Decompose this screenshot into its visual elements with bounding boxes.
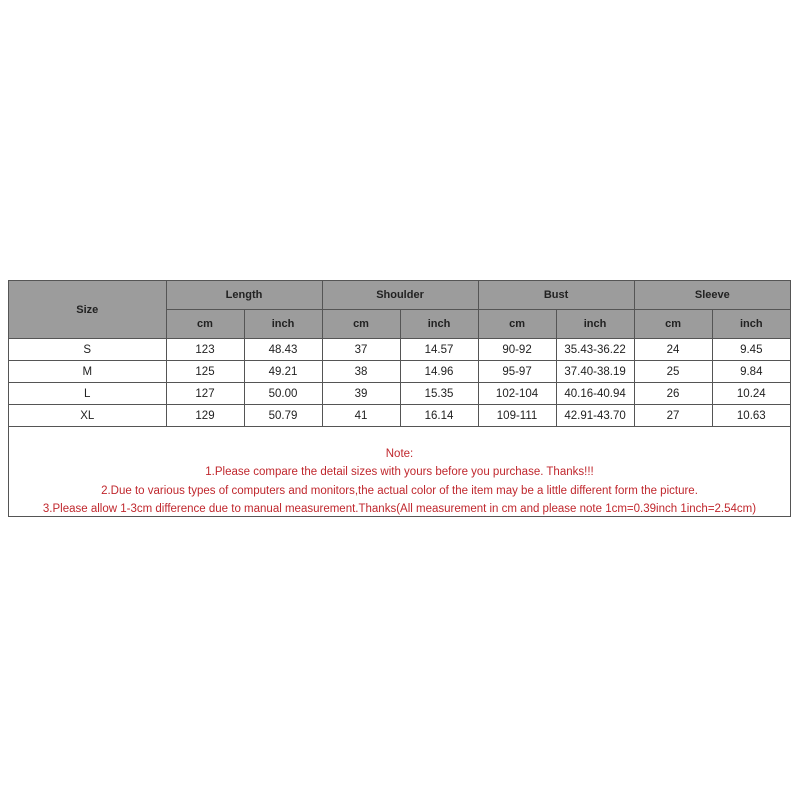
table-cell: 38	[322, 361, 400, 383]
table-cell: 48.43	[244, 339, 322, 361]
table-row	[9, 339, 790, 361]
table-cell: 40.16-40.94	[556, 383, 634, 405]
unit-header: inch	[400, 310, 478, 339]
size-label-cell: XL	[9, 405, 166, 427]
unit-header: cm	[166, 310, 244, 339]
table-cell: 9.45	[712, 339, 790, 361]
note-line: 2.Due to various types of computers and monitors,the actual color of the item may be a little different form the picture.	[101, 484, 698, 497]
notes-title: Note:	[385, 448, 414, 460]
table-cell: 26	[634, 383, 712, 405]
table-cell: 41	[322, 405, 400, 427]
table-cell: 39	[322, 383, 400, 405]
table-cell: 102-104	[478, 383, 556, 405]
table-cell: 37	[322, 339, 400, 361]
size-label-cell: M	[9, 361, 166, 383]
unit-header: inch	[244, 310, 322, 339]
header-row-groups	[9, 281, 790, 310]
table-cell: 109-111	[478, 405, 556, 427]
table-cell: 50.00	[244, 383, 322, 405]
unit-header: inch	[712, 310, 790, 339]
table-cell: 125	[166, 361, 244, 383]
notes-section	[9, 427, 790, 516]
group-header-length: Length	[166, 281, 322, 310]
table-row	[9, 405, 790, 427]
table-cell: 37.40-38.19	[556, 361, 634, 383]
table-cell: 25	[634, 361, 712, 383]
table-cell: 14.96	[400, 361, 478, 383]
group-header-sleeve: Sleeve	[634, 281, 790, 310]
table-cell: 16.14	[400, 405, 478, 427]
table-cell: 27	[634, 405, 712, 427]
table-cell: 35.43-36.22	[556, 339, 634, 361]
group-header-shoulder: Shoulder	[322, 281, 478, 310]
group-header-bust: Bust	[478, 281, 634, 310]
unit-header: cm	[478, 310, 556, 339]
table-cell: 15.35	[400, 383, 478, 405]
table-cell: 10.63	[712, 405, 790, 427]
unit-header: cm	[322, 310, 400, 339]
note-line: 1.Please compare the detail sizes with yours before you purchase. Thanks!!!	[205, 466, 594, 479]
table-cell: 90-92	[478, 339, 556, 361]
table-cell: 50.79	[244, 405, 322, 427]
size-table	[9, 281, 790, 427]
size-chart	[8, 280, 791, 517]
unit-header: inch	[556, 310, 634, 339]
size-label-cell: L	[9, 383, 166, 405]
size-label-cell: S	[9, 339, 166, 361]
table-cell: 14.57	[400, 339, 478, 361]
table-row	[9, 361, 790, 383]
table-row	[9, 383, 790, 405]
note-line: 3.Please allow 1-3cm difference due to manual measurement.Thanks(All measurement in cm and please note 1cm=0.39inch 1inch=2.54cm)	[42, 502, 757, 515]
table-cell: 49.21	[244, 361, 322, 383]
table-cell: 127	[166, 383, 244, 405]
table-cell: 10.24	[712, 383, 790, 405]
table-cell: 9.84	[712, 361, 790, 383]
table-cell: 129	[166, 405, 244, 427]
table-cell: 24	[634, 339, 712, 361]
table-cell: 123	[166, 339, 244, 361]
unit-header: cm	[634, 310, 712, 339]
size-column-header: Size	[9, 281, 166, 339]
table-cell: 95-97	[478, 361, 556, 383]
table-cell: 42.91-43.70	[556, 405, 634, 427]
